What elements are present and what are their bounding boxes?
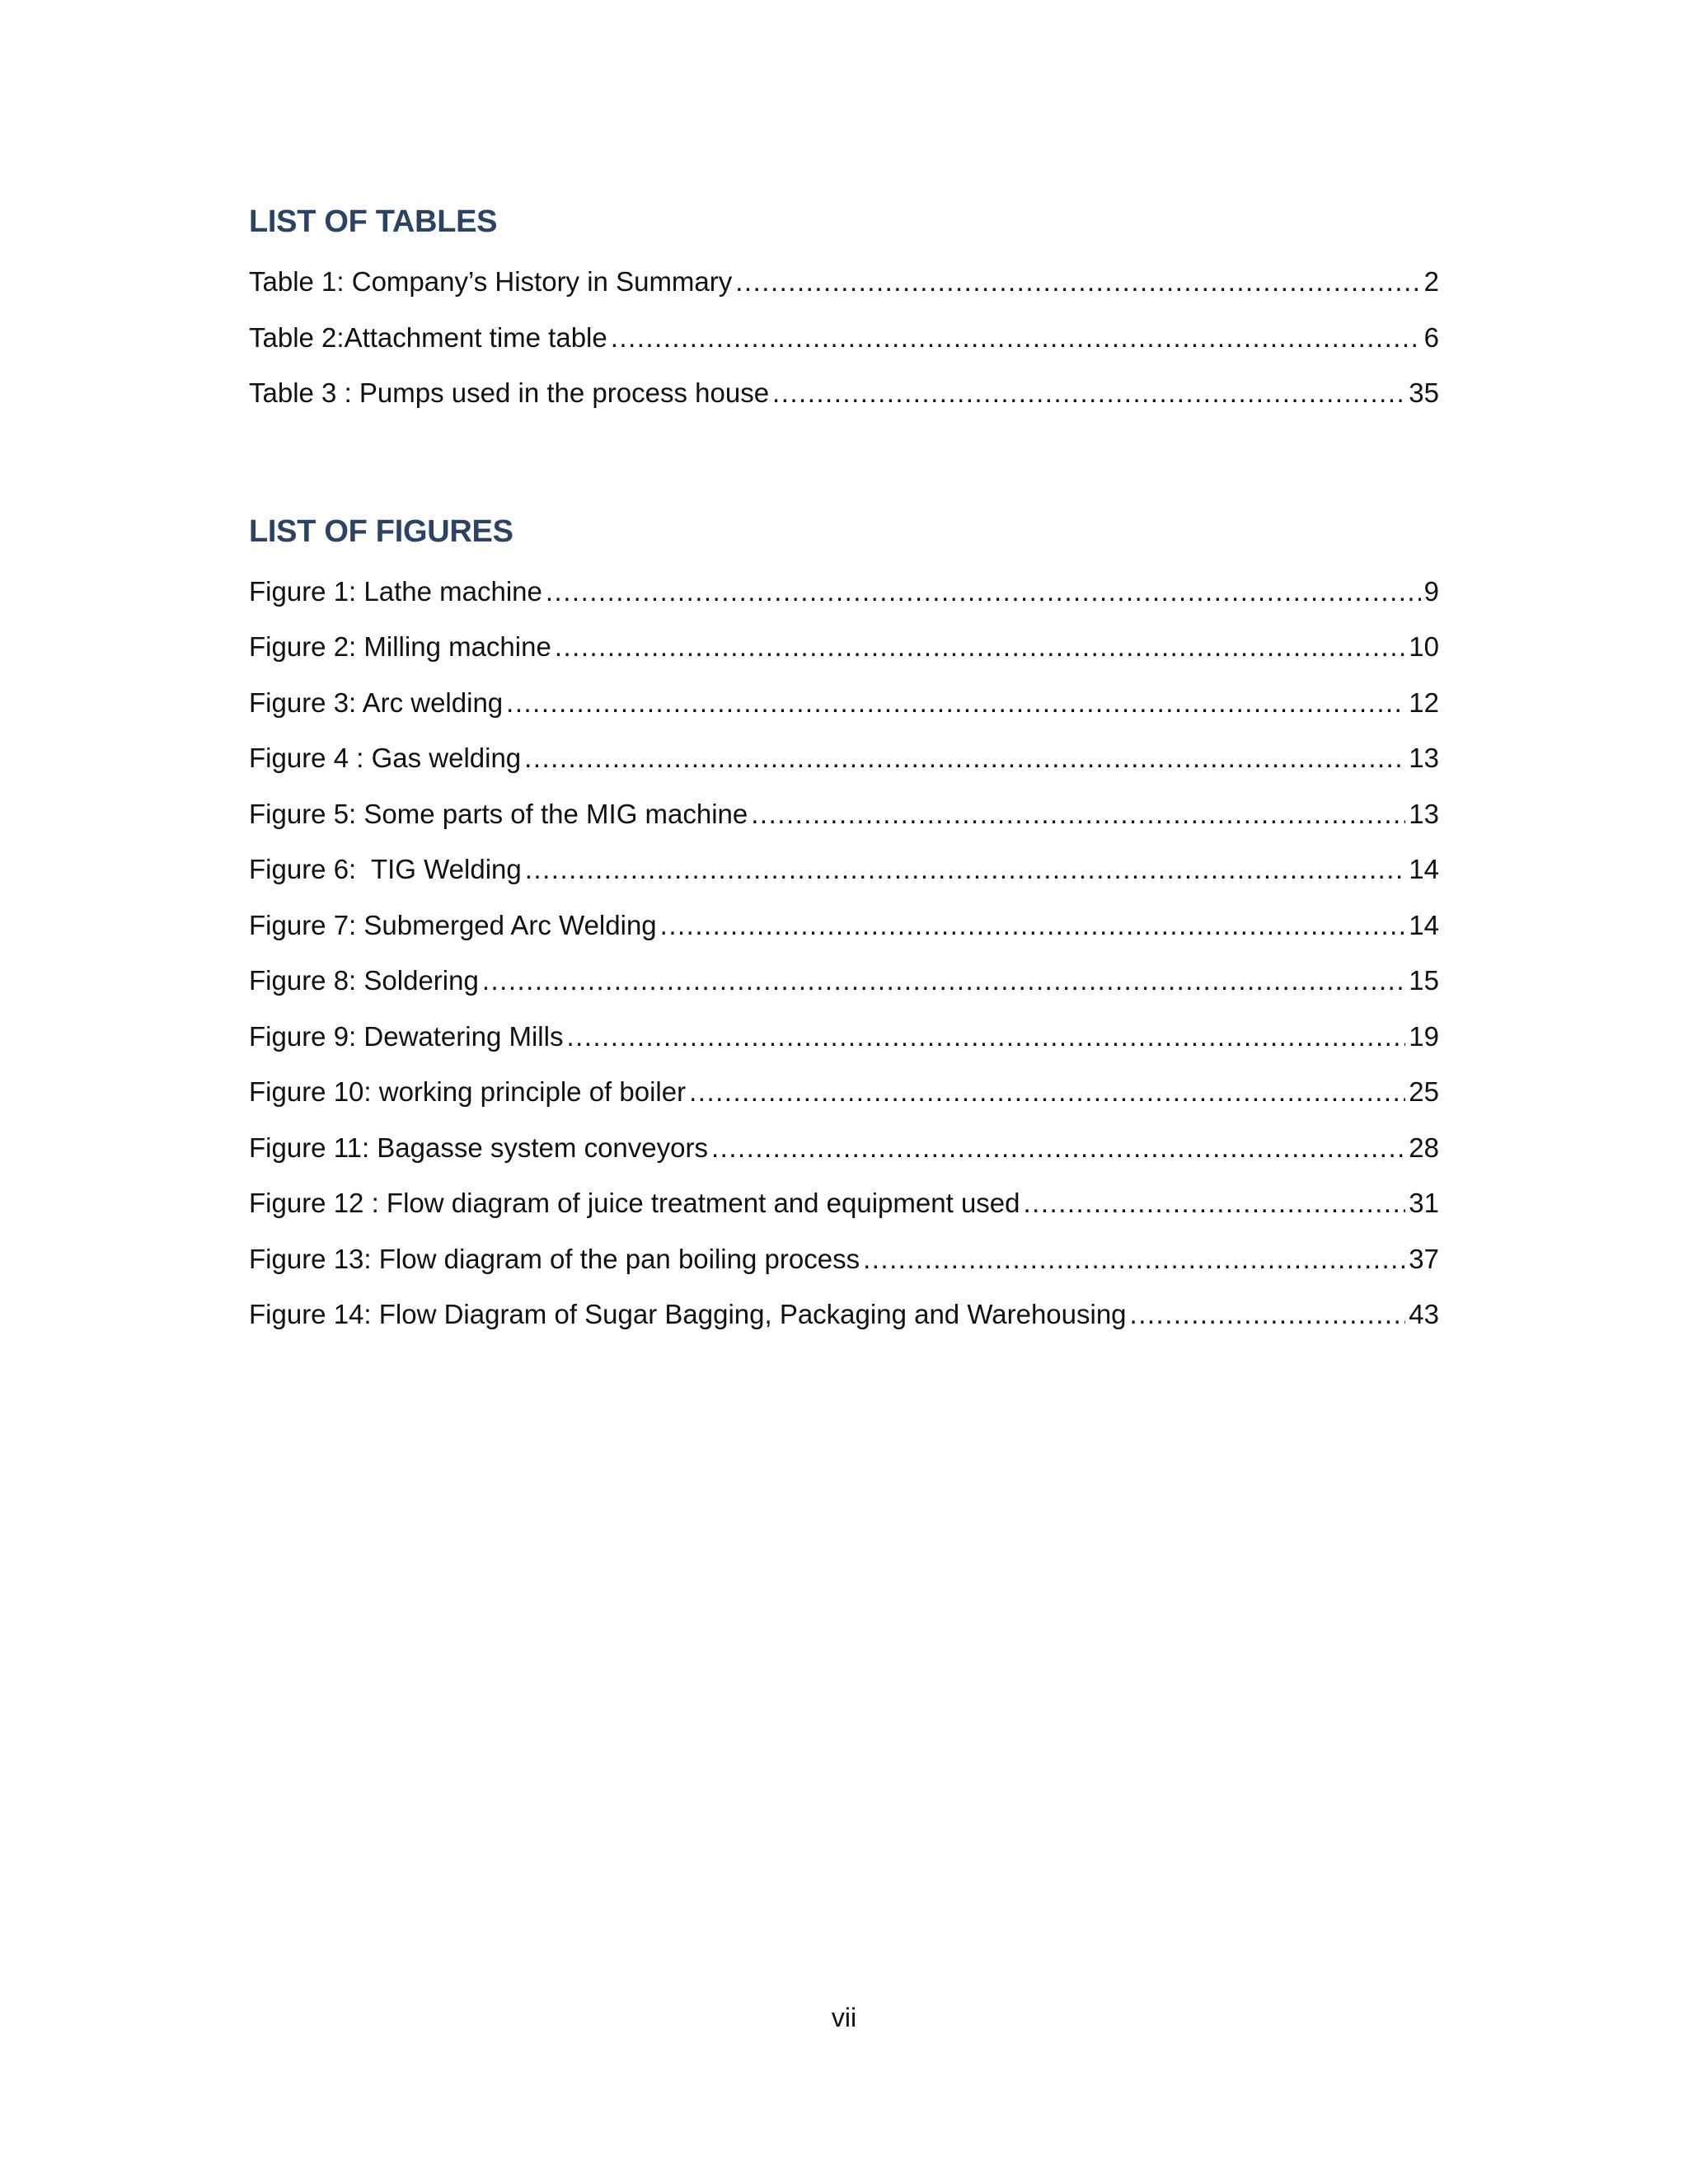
toc-entry-page-number: 43	[1409, 1299, 1439, 1329]
list-of-tables-section	[249, 198, 1439, 421]
toc-entry-label: Figure 3: Arc welding	[249, 687, 504, 718]
dot-leader	[525, 841, 1406, 898]
toc-entry-table-3[interactable]	[249, 365, 1439, 421]
dot-leader	[735, 254, 1420, 310]
toc-entry-page-number: 13	[1409, 798, 1439, 829]
toc-entry-page-number: 9	[1423, 575, 1439, 607]
dot-leader	[524, 730, 1405, 786]
toc-entry-figure-4[interactable]	[249, 730, 1439, 786]
toc-entry-figure-14[interactable]	[249, 1286, 1439, 1343]
toc-entry-label: Figure 12 : Flow diagram of juice treatment and equipment used	[249, 1188, 1020, 1218]
toc-entry-label: Table 2:Attachment time table	[249, 321, 607, 353]
toc-entry-page-number: 10	[1409, 631, 1439, 662]
toc-entry-label: Figure 2: Milling machine	[249, 631, 551, 662]
toc-entry-figure-6[interactable]	[249, 841, 1439, 898]
dot-leader	[689, 1064, 1405, 1120]
toc-entry-page-number: 19	[1409, 1020, 1439, 1052]
toc-entry-label: Figure 10: working principle of boiler	[249, 1076, 687, 1107]
toc-entry-figure-11[interactable]	[249, 1120, 1439, 1176]
toc-entry-label: Figure 9: Dewatering Mills	[249, 1020, 564, 1052]
toc-entry-label: Table 3 : Pumps used in the process house	[249, 377, 770, 408]
toc-entry-label: Figure 14: Flow Diagram of Sugar Bagging, Packaging and Warehousing	[249, 1299, 1127, 1329]
dot-leader	[863, 1231, 1405, 1287]
toc-entry-label: Figure 7: Submerged Arc Welding	[249, 909, 657, 940]
dot-leader	[1024, 1175, 1406, 1231]
toc-entry-figure-3[interactable]	[249, 675, 1439, 731]
toc-entry-page-number: 15	[1409, 965, 1439, 996]
toc-entry-figure-9[interactable]	[249, 1009, 1439, 1065]
dot-leader	[566, 1009, 1405, 1065]
figures-list	[249, 564, 1439, 1343]
tables-list	[249, 254, 1439, 421]
toc-entry-page-number: 31	[1409, 1188, 1439, 1218]
toc-entry-label: Figure 8: Soldering	[249, 965, 479, 996]
toc-entry-figure-1[interactable]	[249, 564, 1439, 620]
toc-entry-label: Figure 13: Flow diagram of the pan boiling process	[249, 1243, 860, 1274]
toc-entry-label: Figure 5: Some parts of the MIG machine	[249, 798, 748, 829]
toc-entry-page-number: 6	[1423, 321, 1439, 353]
toc-entry-figure-8[interactable]	[249, 953, 1439, 1009]
toc-entry-label: Figure 6: TIG Welding	[249, 854, 522, 884]
toc-entry-page-number: 25	[1409, 1076, 1439, 1107]
dot-leader	[546, 564, 1421, 620]
list-of-tables-heading: LIST OF TABLES	[249, 204, 498, 239]
toc-entry-figure-13[interactable]	[249, 1231, 1439, 1287]
toc-entry-page-number: 14	[1409, 909, 1439, 940]
dot-leader	[1130, 1286, 1406, 1343]
toc-entry-page-number: 12	[1409, 687, 1439, 718]
toc-entry-figure-10[interactable]	[249, 1064, 1439, 1120]
toc-entry-figure-5[interactable]	[249, 786, 1439, 842]
toc-entry-label: Figure 11: Bagasse system conveyors	[249, 1132, 708, 1163]
list-of-figures-heading: LIST OF FIGURES	[249, 513, 513, 549]
dot-leader	[660, 898, 1406, 954]
page-number-footer: vii	[831, 2003, 857, 2032]
toc-entry-page-number: 28	[1409, 1132, 1439, 1163]
toc-entry-page-number: 2	[1423, 266, 1439, 297]
toc-entry-label: Table 1: Company’s History in Summary	[249, 266, 733, 297]
dot-leader	[751, 786, 1405, 842]
toc-entry-figure-2[interactable]	[249, 619, 1439, 675]
list-of-figures-section	[249, 508, 1439, 1343]
toc-entry-page-number: 13	[1409, 743, 1439, 773]
dot-leader	[506, 675, 1405, 731]
dot-leader	[482, 953, 1405, 1009]
toc-entry-page-number: 37	[1409, 1243, 1439, 1274]
dot-leader	[555, 619, 1405, 675]
dot-leader	[711, 1120, 1405, 1176]
page-content	[249, 198, 1439, 1343]
toc-entry-label: Figure 4 : Gas welding	[249, 743, 522, 773]
toc-entry-page-number: 14	[1409, 854, 1439, 884]
toc-entry-figure-12[interactable]	[249, 1175, 1439, 1231]
dot-leader	[611, 310, 1421, 366]
toc-entry-label: Figure 1: Lathe machine	[249, 575, 542, 607]
toc-entry-figure-7[interactable]	[249, 898, 1439, 954]
toc-entry-table-2[interactable]	[249, 310, 1439, 366]
toc-entry-table-1[interactable]	[249, 254, 1439, 310]
toc-entry-page-number: 35	[1409, 377, 1439, 408]
dot-leader	[772, 365, 1405, 421]
